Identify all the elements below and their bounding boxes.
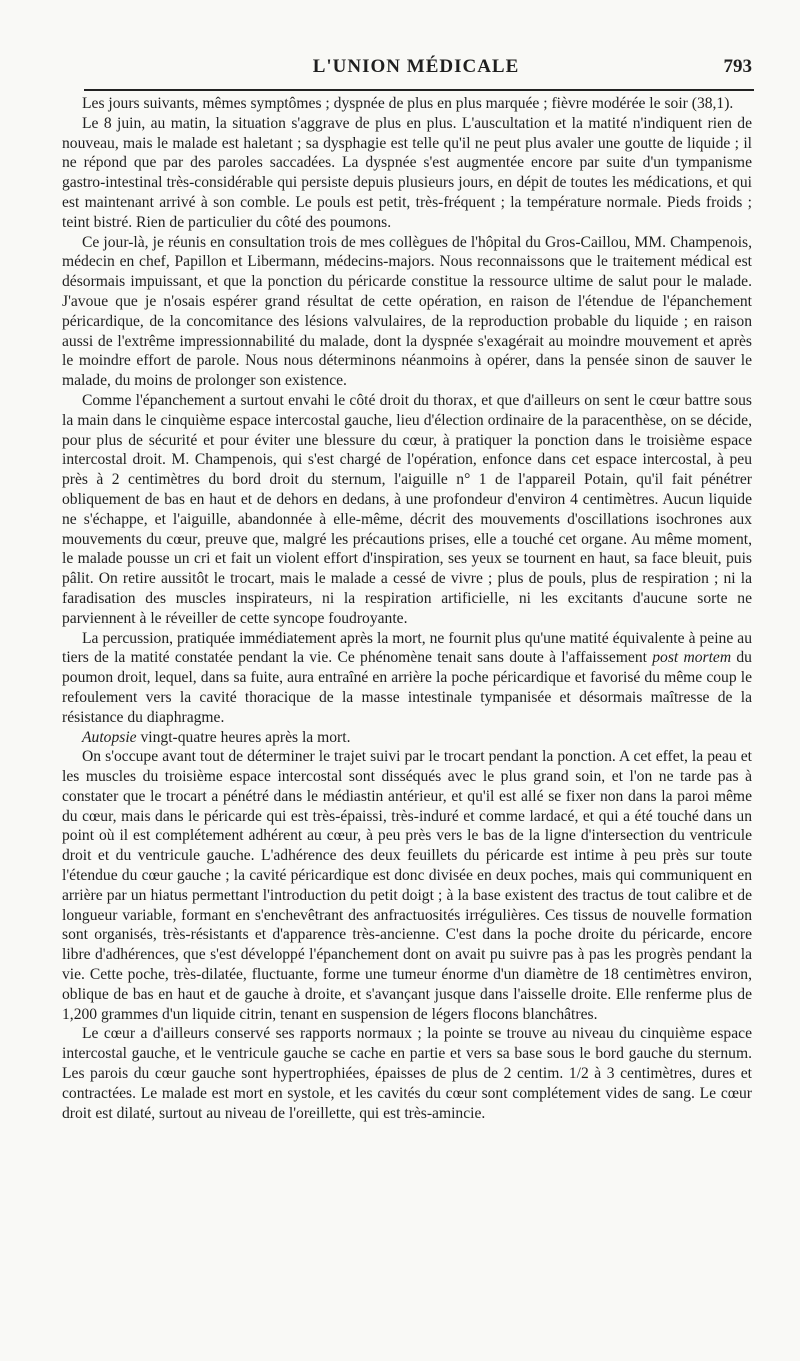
paragraph-puncture: Comme l'épanchement a surtout envahi le côté droit du thorax, et que d'ailleurs on sent le cœur battre sous la main dans le cinquième espace intercostal gauche, lieu d'élection ordinaire de la paracenthèse, on se décide, pour plus de sécurité et pour éviter une blessure du cœur, à pratiquer la ponction dans le troisième espace intercostal droit. M. Champenois, qui s'est chargé de l'opération, enfonce dans cet espace intercostal, à peu près à 2 centimètres du bord droit du sternum, l'aiguille n° 1 de l'appareil Potain, qu'il fait pénétrer obliquement de bas en haut et de dehors en dedans, à une profondeur d'environ 4 centimètres. Aucun liquide ne s'échappe, et l'aiguille, abandonnée à elle-même, décrit des mouvements d'oscillations isochrones aux mouvements du cœur, preuve que, malgré les précautions prises, elle a touché cet organe. Au même moment, le malade pousse un cri et fait un violent effort d'inspiration, ses yeux se tournent en haut, sa face bleuit, puis pâlit. On retire aussitôt le trocart, mais le malade a cessé de vivre ; plus de pouls, plus de respiration ; ni la faradisation des muscles inspirateurs, ni la respiration artificielle, ni les excitants d'aucune sorte ne parviennent à le réveiller de cette syncope foudroyante.	[62, 391, 752, 627]
paragraph-percussion	[62, 629, 752, 728]
article-body	[62, 94, 752, 1123]
journal-title: L'UNION MÉDICALE	[312, 56, 520, 77]
autopsy-label: Autopsie	[82, 728, 137, 746]
paragraph-heart: Le cœur a d'ailleurs conservé ses rapports normaux ; la pointe se trouve au niveau du cinquième espace intercostal gauche, et le ventricule gauche se cache en partie et vers sa base sous le bord gauche du sternum. Les parois du cœur gauche sont hypertrophiées, épaisses de plus de 2 centim. 1/2 à 3 centimètres, dures et contractées. Le malade est mort en systole, et les cavités du cœur sont complétement vides de sang. Le cœur droit est dilaté, surtout au niveau de l'oreillette, qui est très-amincie.	[62, 1025, 752, 1122]
paragraph-june-8: Le 8 juin, au matin, la situation s'aggrave de plus en plus. L'auscultation et la matité n'indiquent rien de nouveau, mais le malade est haletant ; sa dysphagie est telle qu'il ne peut plus avaler une goutte de liquide ; il ne répond que par des paroles saccadées. La dyspnée s'est augmentée encore par suite d'un tympanisme gastro-intestinal très-considérable qui persiste depuis plusieurs jours, en dépit de toutes les médications, et qui est maintenant arrivé à son comble. Le pouls est petit, très-fréquent ; la température normale. Pieds froids ; teint bistré. Rien de particulier du côté des poumons.	[62, 114, 752, 231]
autopsy-heading-rest: vingt-quatre heures après la mort.	[136, 728, 351, 746]
header-rule	[84, 89, 754, 91]
paragraph-autopsy: On s'occupe avant tout de déterminer le trajet suivi par le trocart pendant la ponction. A cet effet, la peau et les muscles du troisième espace intercostal sont disséqués avec le plus grand soin, et l'on ne tarde pas à constater que le trocart a pénétré dans le médiastin antérieur, et qu'il est allé se fixer non dans la paroi même du cœur, mais dans le péricarde qui est très-épaissi, très-induré et comme lardacé, et qui a été touché dans un point où il est complétement adhérent au cœur, à peu près vers le bas de la ligne d'intersection du ventricule droit et du ventricule gauche. L'adhérence des deux feuillets du péricarde est intime à peu près sur toute l'étendue du cœur gauche ; la cavité péricardique est donc divisée en deux poches, mais qui communiquent en arrière par un hiatus permettant l'introduction du petit doigt ; à la base existent des tractus de tout calibre et de longueur variable, formant en s'enchevêtrant des anfractuosités irrégulières. Ces tissus de nouvelle formation sont organisés, très-résistants et d'apparence très-ancienne. C'est dans la poche droite du péricarde, encore libre d'adhérences, que s'est développé l'épanchement dont on avait pu suivre pas à pas les progrès pendant la vie. Cette poche, très-dilatée, fluctuante, forme une tumeur énorme d'un diamètre de 18 centimètres environ, oblique de bas en haut et de gauche à droite, et s'avançant jusque dans l'aisselle droite. Elle renferme plus de 1,200 grammes d'un liquide citrin, tenant en suspension de légers flocons blanchâtres.	[62, 748, 752, 1023]
percussion-text-start: La percussion, pratiquée immédiatement après la mort, ne fournit plus qu'une matité équivalente à peine au tiers de la matité constatée pendant la vie. Ce phénomène tenait sans doute à l'affaissement	[62, 629, 752, 667]
page-number: 793	[723, 56, 752, 77]
running-header	[80, 56, 752, 86]
paragraph-symptoms: Les jours suivants, mêmes symptômes ; dyspnée de plus en plus marquée ; fièvre modérée le soir (38,1).	[82, 95, 734, 112]
post-mortem-italic: post mortem	[652, 649, 732, 667]
autopsy-heading	[62, 728, 752, 748]
percussion-text-end: du poumon droit, lequel, dans sa fuite, aura entraîné en arrière la poche péricardique et favorisé du même coup le refoulement vers la cavité thoracique de la masse intestinale tympanisée et désormais maîtresse de la résistance du diaphragme.	[62, 649, 752, 726]
paragraph-consultation: Ce jour-là, je réunis en consultation trois de mes collègues de l'hôpital du Gros-Caillou, MM. Champenois, médecin en chef, Papillon et Libermann, médecins-majors. Nous reconnaissons que le traitement médical est désormais impuissant, et que la ponction du péricarde constitue la ressource ultime de salut pour le malade. J'avoue que je n'osais espérer grand résultat de cette opération, en raison de l'étendue de l'épanchement péricardique, de la concomitance des lésions valvulaires, de la reproduction probable du liquide ; en raison aussi de l'extrême impressionnabilité du malade, dont la dyspnée s'exagérait au moindre mouvement et après le moindre effort de parole. Nous nous déterminons néanmoins à opérer, dans la pensée sinon de sauver le malade, du moins de prolonger son existence.	[62, 233, 752, 390]
